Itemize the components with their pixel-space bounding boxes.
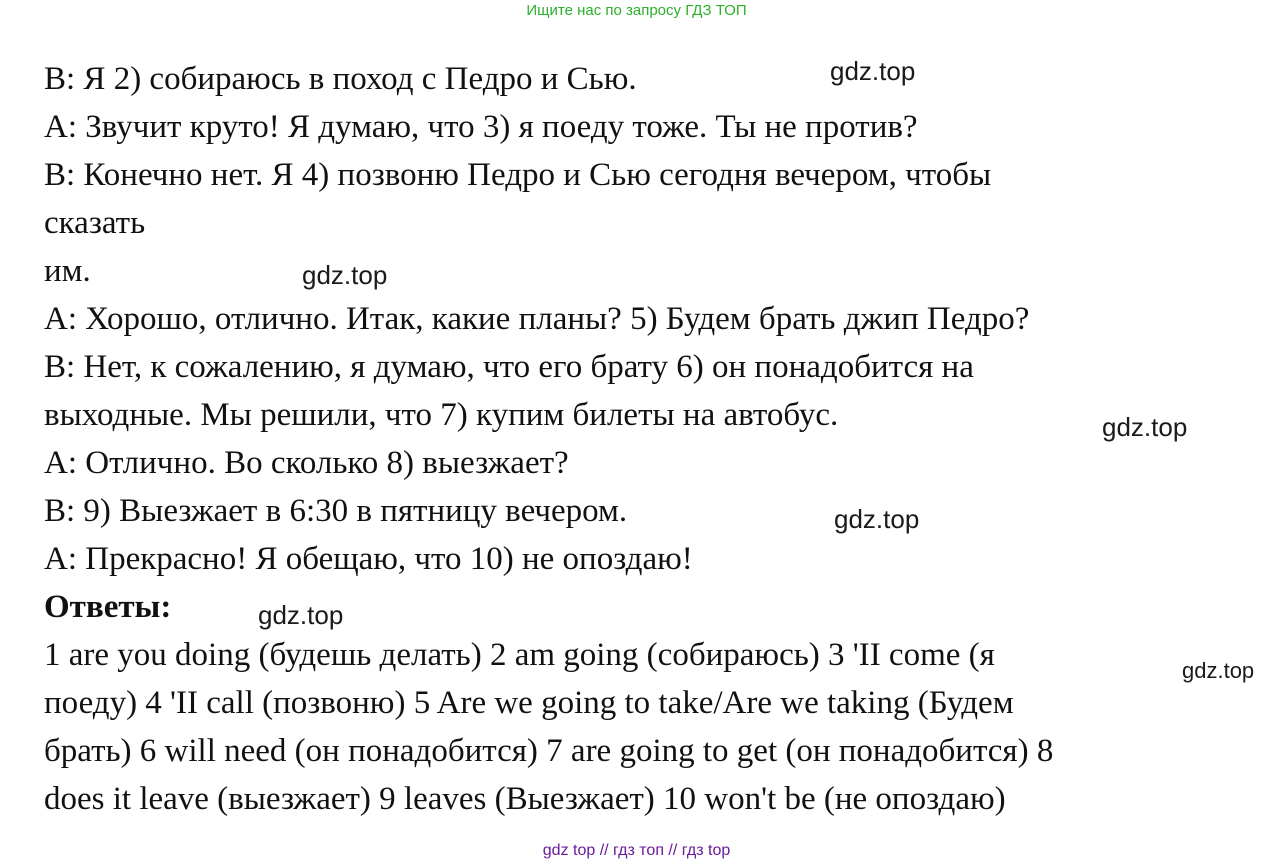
watermark: gdz.top — [258, 600, 344, 630]
answer-line: does it leave (выезжает) 9 leaves (Выезжает) 10 won't be (не опоздаю) — [44, 781, 1006, 817]
dialogue-line: B: 9) Выезжает в 6:30 в пятницу вечером. — [44, 493, 628, 529]
answer-line: поеду) 4 'II call (позвоню) 5 Are we going to take/Are we taking (Будем — [44, 685, 1014, 721]
answer-line: 1 are you doing (будешь делать) 2 am going (собираюсь) 3 'II come (я — [44, 637, 995, 673]
footer-links: gdz top // гдз топ // гдз top — [542, 842, 731, 859]
dialogue-line: им. — [44, 253, 91, 289]
document-body — [44, 55, 1244, 823]
dialogue-line: сказать — [44, 205, 146, 241]
dialogue-line: A: Отлично. Во сколько 8) выезжает? — [44, 445, 569, 481]
dialogue-line: B: Конечно нет. Я 4) позвоню Педро и Сью сегодня вечером, чтобы — [44, 157, 992, 193]
dialogue-line: B: Я 2) собираюсь в поход с Педро и Сью. — [44, 61, 637, 97]
answers-heading: Ответы: — [44, 589, 172, 625]
answer-line: брать) 6 will need (он понадобится) 7 are going to get (он понадобится) 8 — [44, 733, 1054, 769]
watermark: gdz.top — [302, 260, 388, 290]
dialogue-line: A: Хорошо, отлично. Итак, какие планы? 5) Будем брать джип Педро? — [44, 301, 1030, 337]
watermark: gdz.top — [1182, 658, 1255, 683]
dialogue-line: выходные. Мы решили, что 7) купим билеты на автобус. — [44, 397, 839, 433]
dialogue-line: B: Нет, к сожалению, я думаю, что его брату 6) он понадобится на — [44, 349, 974, 385]
dialogue-line: A: Звучит круто! Я думаю, что 3) я поеду тоже. Ты не против? — [44, 109, 918, 145]
top-banner: Ищите нас по запросу ГДЗ ТОП — [526, 2, 747, 19]
watermark: gdz.top — [834, 504, 920, 534]
watermark: gdz.top — [830, 56, 916, 86]
dialogue-line: A: Прекрасно! Я обещаю, что 10) не опоздаю! — [44, 541, 693, 577]
watermark: gdz.top — [1102, 412, 1188, 442]
